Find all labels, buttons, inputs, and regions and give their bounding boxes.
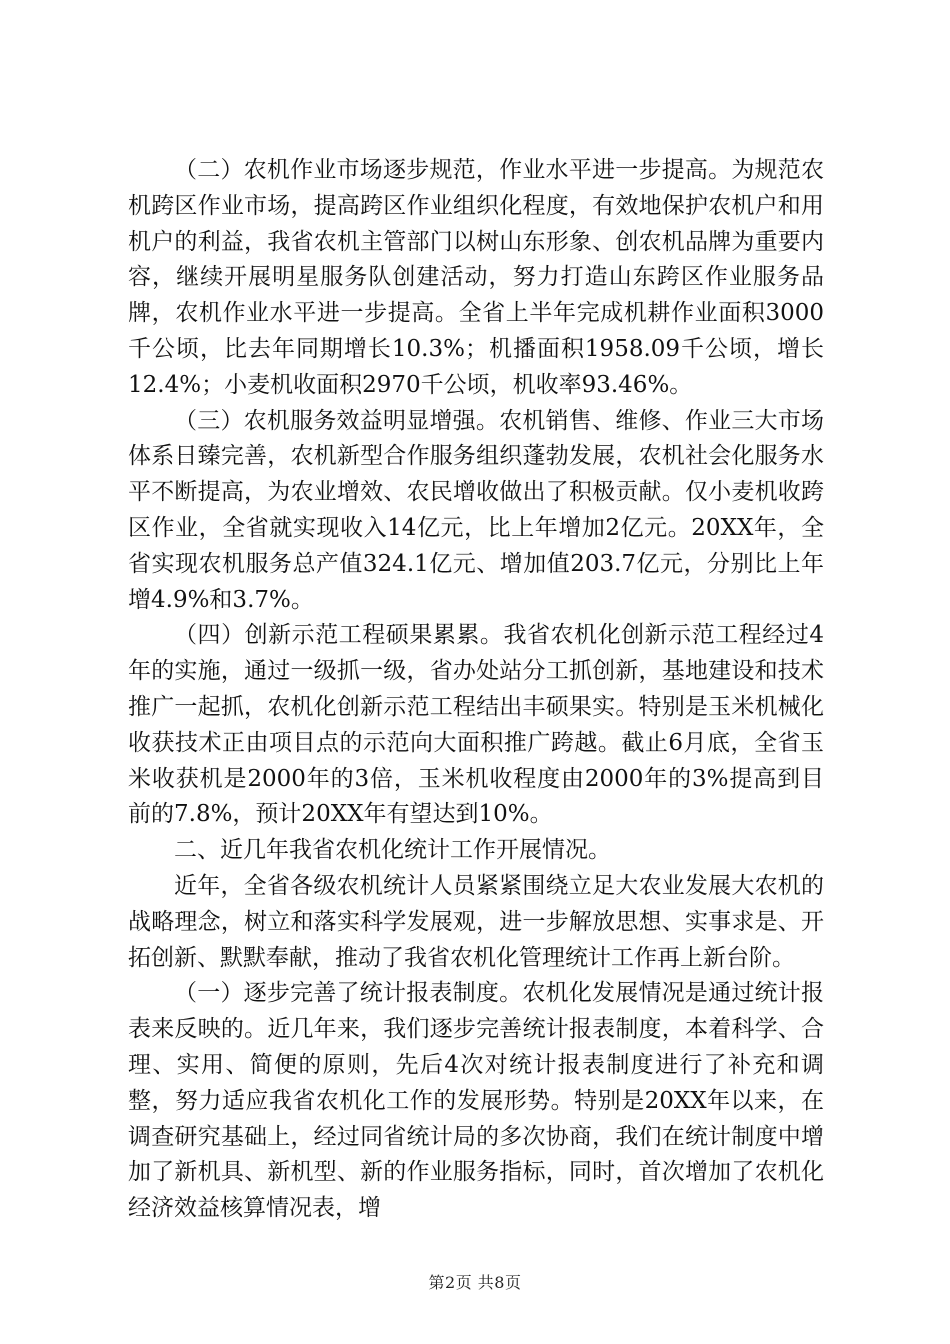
paragraph-statistics-intro: 近年，全省各级农机统计人员紧紧围绕立足大农业发展大农机的战略理念，树立和落实科学发展观，进一步解放思想、实事求是、开拓创新、默默奉献，推动了我省农机化管理统计工作再上新台阶。 <box>128 872 824 971</box>
paragraph-service-benefits: （三）农机服务效益明显增强。农机销售、维修、作业三大市场体系日臻完善，农机新型合作服务组织蓬勃发展，农机社会化服务水平不断提高，为农业增效、农民增收做出了积极贡献。仅小麦机收跨区作业，全省就实现收入14亿元，比上年增加2亿元。20XX年，全省实现农机服务总产值324.1亿元、增加值203.7亿元，分别比上年增4.9%和3.7%。 <box>128 407 824 613</box>
paragraph-report-system: （一）逐步完善了统计报表制度。农机化发展情况是通过统计报表来反映的。近几年来，我们逐步完善统计报表制度，本着科学、合理、实用、简便的原则，先后4次对统计报表制度进行了补充和调整，努力适应我省农机化工作的发展形势。特别是20XX年以来，在调查研究基础上，经过同省统计局的多次协商，我们在统计制度中增加了新机具、新机型、新的作业服务指标，同时，首次增加了农机化经济效益核算情况表，增 <box>128 980 824 1222</box>
document-body <box>128 153 824 1227</box>
paragraph-innovation-demo: （四）创新示范工程硕果累累。我省农机化创新示范工程经过4年的实施，通过一级抓一级，省办处站分工抓创新，基地建设和技术推广一起抓，农机化创新示范工程结出丰硕果实。特别是玉米机械化收获技术正由项目点的示范向大面积推广跨越。截止6月底，全省玉米收获机是2000年的3倍，玉米机收程度由2000年的3%提高到目前的7.8%，预计20XX年有望达到10%。 <box>128 622 824 828</box>
page-number-footer: 第2页 共8页 <box>428 1273 522 1292</box>
section-heading-statistics: 二、近几年我省农机化统计工作开展情况。 <box>174 837 611 864</box>
paragraph-mechanized-operations: （二）农机作业市场逐步规范，作业水平进一步提高。为规范农机跨区作业市场，提高跨区作业组织化程度，有效地保护农机户和用机户的利益，我省农机主管部门以树山东形象、创农机品牌为重要内容，继续开展明星服务队创建活动，努力打造山东跨区作业服务品牌，农机作业水平进一步提高。全省上半年完成机耕作业面积3000千公顷，比去年同期增长10.3%；机播面积1958.09千公顷，增长12.4%；小麦机收面积2970千公顷，机收率93.46%。 <box>128 157 824 398</box>
